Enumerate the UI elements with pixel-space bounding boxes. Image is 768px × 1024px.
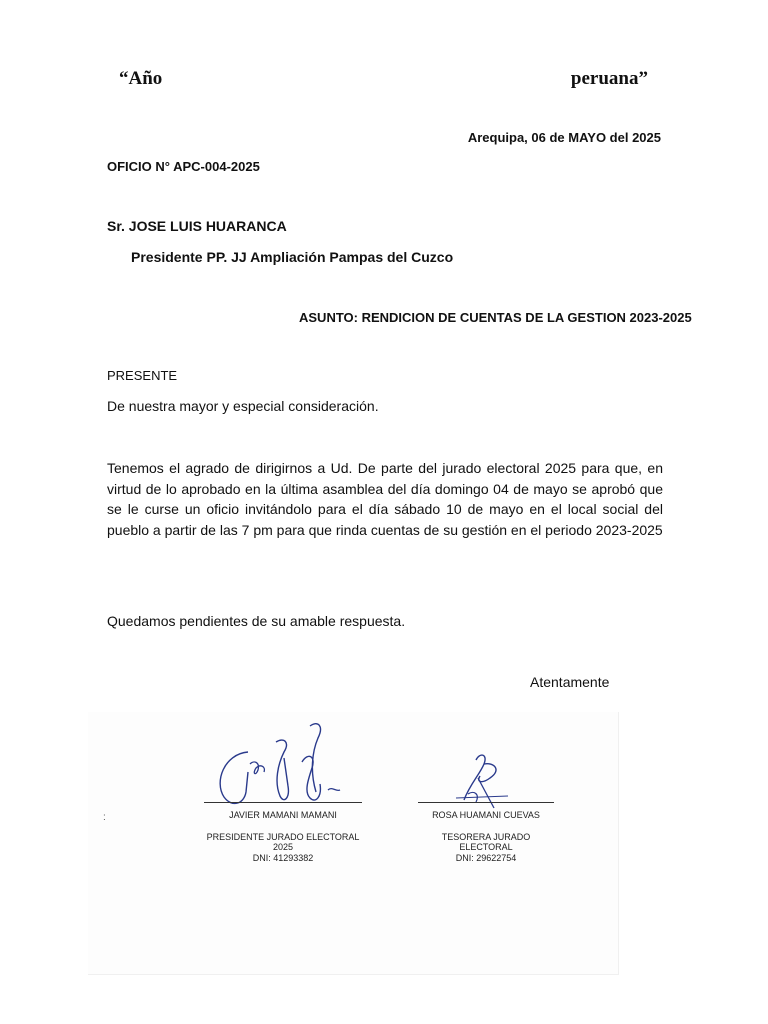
signer-dni: DNI: 29622754 — [455, 853, 517, 863]
recipient-title: Presidente PP. JJ Ampliación Pampas del Cuzco — [131, 249, 454, 265]
signature-section — [88, 712, 619, 975]
closing-line: Quedamos pendientes de su amable respuesta. — [107, 613, 406, 629]
recipient-name: Sr. JOSE LUIS HUARANCA — [107, 218, 287, 234]
signature-block-treasurer — [418, 712, 554, 872]
signature-line — [204, 802, 362, 803]
treasurer-signature-image — [418, 712, 554, 812]
oficio-number: OFICIO N° APC-004-2025 — [107, 159, 260, 174]
signer-dni: DNI: 41293382 — [252, 853, 314, 863]
greeting-line: De nuestra mayor y especial consideración. — [107, 398, 379, 414]
signature-block-president — [204, 712, 362, 872]
president-signature-image — [204, 712, 362, 812]
subject-line: ASUNTO: RENDICION DE CUENTAS DE LA GESTION 2023-2025 — [299, 310, 692, 325]
signer-name: ROSA HUAMANI CUEVAS — [432, 810, 540, 820]
scan-mark: : — [103, 812, 106, 823]
signer-name: JAVIER MAMANI MAMANI — [229, 810, 337, 820]
signer-role: PRESIDENTE JURADO ELECTORAL 2025 — [206, 832, 360, 852]
letter-date: Arequipa, 06 de MAYO del 2025 — [467, 130, 661, 145]
presente-label: PRESENTE — [107, 368, 178, 383]
sign-off: Atentamente — [530, 674, 610, 690]
year-title-left: “Año — [119, 68, 163, 89]
signature-line — [418, 802, 554, 803]
signer-role: TESORERA JURADO ELECTORAL — [441, 832, 531, 852]
year-title-right: peruana” — [570, 68, 648, 89]
letter-body: Tenemos el agrado de dirigirnos a Ud. De parte del jurado electoral 2025 para que, en virtud de lo aprobado en la última asamblea del día domingo 04 de mayo se aprobó que se le curse un oficio invitándolo para el día sábado 10 de mayo en el local social del pueblo a partir de las 7 pm para que rinda cuentas de su gestión en el periodo 2023-2025 — [107, 460, 663, 538]
